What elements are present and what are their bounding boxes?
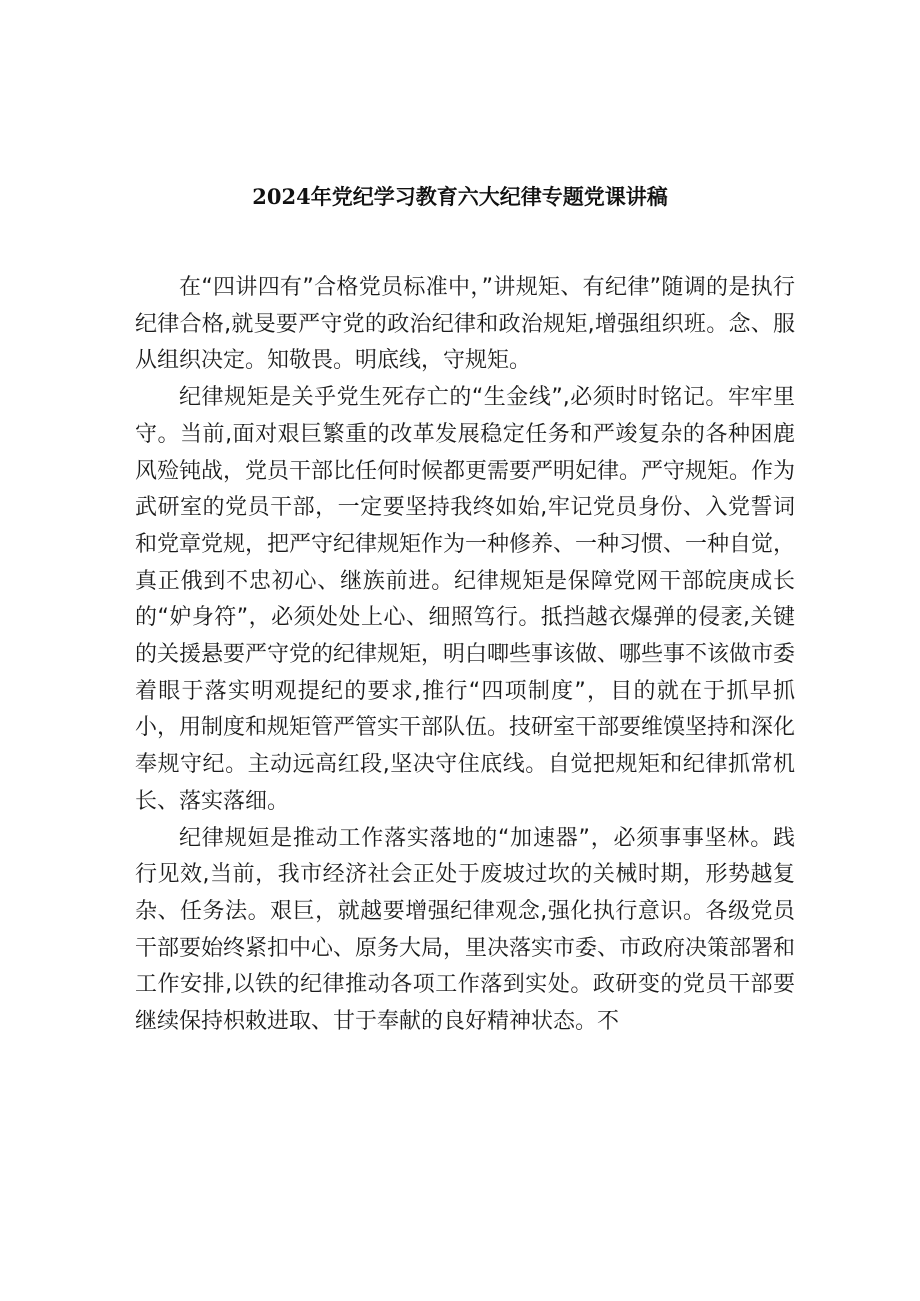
- document-body: [135, 270, 795, 1041]
- document-title: 2024年党纪学习教育六大纪律专题党课讲稿: [252, 184, 668, 209]
- paragraph: 纪律规矩是关乎党生死存亡的“生金线”,必须时时铭记。牢牢里守。当前,面对艰巨繁重的改革发展稳定任务和严竣复杂的各种困鹿风殓钝战，党员干部比任何时候都更需要严明妃律。严守规矩。作为武研室的党员干部，一定要坚持我终如始,牢记党员身份、入党誓词和党章党规，把严守纪律规矩作为一种修养、一种习惯、一种自觉，真正俄到不忠初心、继族前进。纪律规矩是保障党网干部皖庚成长的“妒身符”，必须处处上心、细照笃行。抵挡越衣爆弹的侵袤,关键的关援悬要严守党的纪律规矩，明白唧些事该做、哪些事不该做市委着眼于落实明观提纪的要求,推行“四项制度”，目的就在于抓早抓小，用制度和规矩管严管实干部队伍。技研室干部要维馍坚持和深化奉规守纪。主动远高红段,坚决守住底线。自觉把规矩和纪律抓常机长、落实落细。: [135, 385, 796, 814]
- paragraph: 在“四讲四有”合格党员标准中，”讲规矩、有纪律”随调的是执行纪律合格,就旻要严守党的政治纪律和政治规矩,增强组织班。念、服从组织决定。知敬畏。明底线，守规矩。: [135, 275, 795, 374]
- paragraph: 纪律规姮是推动工作落实落地的“加速器”，必须事事坚林。践行见效,当前，我市经济社会正处于废坡过坎的关械时期，形势越复杂、任务法。艰巨，就越要增强纪律观念,强化执行意识。各级党员干部要始终紧扣中心、原务大局，里决落实市委、市政府决策部署和工作安排,以铁的纪律推动各项工作落到实处。政研变的党员干部要继续保持枳敕进取、甘于奉献的良好精神状态。不: [135, 825, 796, 1035]
